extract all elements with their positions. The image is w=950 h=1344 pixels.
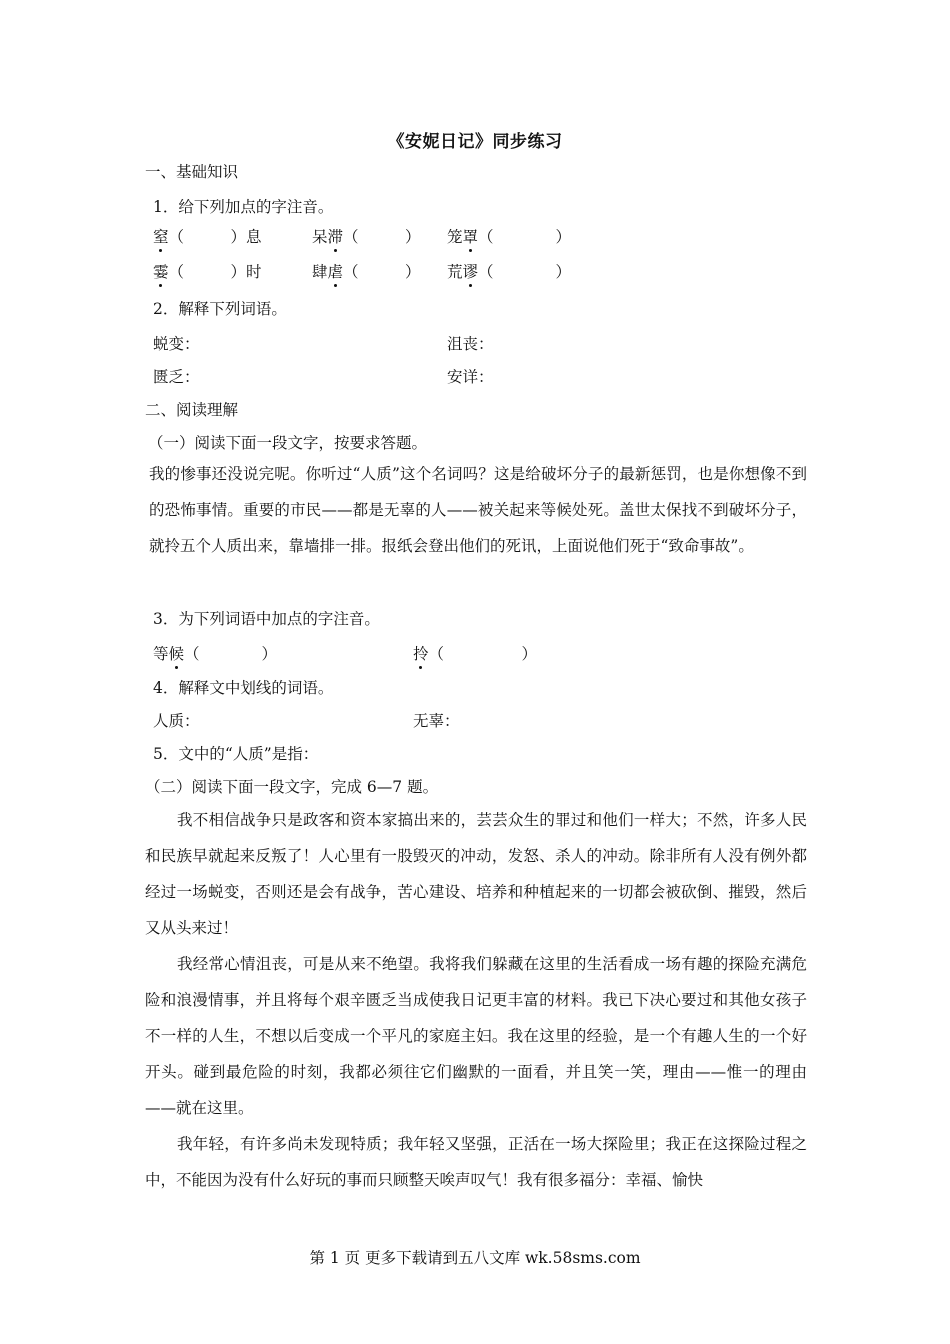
question-1-prompt: 1．给下列加点的字注音。 <box>153 198 334 216</box>
word-suffix: 时 <box>246 263 262 281</box>
term-label: 人质： <box>153 712 200 730</box>
dotted-char: 拎 <box>413 645 429 663</box>
reading-part-1-heading: （一）阅读下面一段文字，按要求答题。 <box>148 434 428 452</box>
page-footer: 第 1 页 更多下载请到五八文库 wk.58sms.com <box>309 1249 641 1267</box>
dotted-char: 霎 <box>153 263 169 281</box>
pinyin-item <box>447 262 571 282</box>
term-label: 蜕变： <box>153 335 200 353</box>
page-title: 《安妮日记》同步练习 <box>387 132 563 152</box>
dotted-char: 罩 <box>462 228 479 246</box>
answer-blank[interactable]: （ ） <box>184 645 278 663</box>
answer-blank[interactable]: （ ） <box>428 645 538 663</box>
dotted-char: 候 <box>168 645 185 663</box>
term-label: 沮丧： <box>447 335 494 353</box>
answer-blank[interactable]: （ ） <box>478 263 572 281</box>
pinyin-item <box>153 644 277 664</box>
pinyin-item <box>312 227 421 247</box>
pinyin-item <box>413 644 537 664</box>
question-5-prompt: 5．文中的“人质”是指： <box>153 745 319 763</box>
reading-part-2-heading: （二）阅读下面一段文字，完成 6—7 题。 <box>145 778 439 796</box>
pinyin-item <box>447 227 571 247</box>
pinyin-item <box>312 262 421 282</box>
dotted-char: 滞 <box>327 228 344 246</box>
answer-blank[interactable]: （ ） <box>343 263 421 281</box>
answer-blank[interactable]: （ ） <box>168 228 247 246</box>
word-prefix: 等 <box>153 645 169 663</box>
dotted-char: 谬 <box>462 263 479 281</box>
pinyin-item <box>153 227 262 247</box>
word-prefix: 呆 <box>312 228 328 246</box>
term-label: 无辜： <box>413 712 460 730</box>
question-4-prompt: 4．解释文中划线的词语。 <box>153 679 334 697</box>
reading-passage-2-paragraph: 我经常心情沮丧，可是从来不绝望。我将我们躲藏在这里的生活看成一场有趣的探险充满危险和浪漫情事，并且将每个艰辛匮乏当成使我日记更丰富的材料。我已下决心要过和其他女孩子不一样的人生，不想以后变成一个平凡的家庭主妇。我在这里的经验，是一个有趣人生的一个好开头。碰到最危险的时刻，我都必须往它们幽默的一面看，并且笑一笑，理由——惟一的理由——就在这里。 <box>145 955 807 1117</box>
reading-passage-2-paragraph: 我年轻，有许多尚未发现特质；我年轻又坚强，正活在一场大探险里；我正在这探险过程之中，不能因为没有什么好玩的事而只顾整天唉声叹气！我有很多福分：幸福、愉快 <box>145 1135 807 1189</box>
question-3-prompt: 3．为下列词语中加点的字注音。 <box>153 610 380 628</box>
pinyin-item <box>153 262 262 282</box>
word-prefix: 肆 <box>312 263 328 281</box>
answer-blank[interactable]: （ ） <box>343 228 421 246</box>
word-prefix: 荒 <box>447 263 463 281</box>
section-heading-reading: 二、阅读理解 <box>145 401 239 419</box>
answer-blank[interactable]: （ ） <box>478 228 572 246</box>
dotted-char: 虐 <box>327 263 344 281</box>
word-prefix: 笼 <box>447 228 463 246</box>
term-label: 匮乏： <box>153 368 200 386</box>
word-suffix: 息 <box>246 228 262 246</box>
term-label: 安详： <box>447 368 494 386</box>
reading-passage-2-paragraph: 我不相信战争只是政客和资本家搞出来的，芸芸众生的罪过和他们一样大；不然，许多人民和民族早就起来反叛了！人心里有一股毁灭的冲动，发怒、杀人的冲动。除非所有人没有例外都经过一场蜕变，否则还是会有战争，苦心建设、培养和种植起来的一切都会被砍倒、摧毁，然后又从头来过！ <box>145 811 807 937</box>
dotted-char: 窒 <box>153 228 169 246</box>
reading-passage-1: 我的惨事还没说完呢。你听过“人质”这个名词吗？这是给破坏分子的最新惩罚，也是你想像不到的恐怖事情。重要的市民——都是无辜的人——被关起来等候处死。盖世太保找不到破坏分子，就拎五个人质出来，靠墙排一排。报纸会登出他们的死讯，上面说他们死于“致命事故”。 <box>149 465 807 555</box>
answer-blank[interactable]: （ ） <box>168 263 247 281</box>
question-2-prompt: 2．解释下列词语。 <box>153 300 287 318</box>
section-heading-basics: 一、基础知识 <box>145 163 239 181</box>
